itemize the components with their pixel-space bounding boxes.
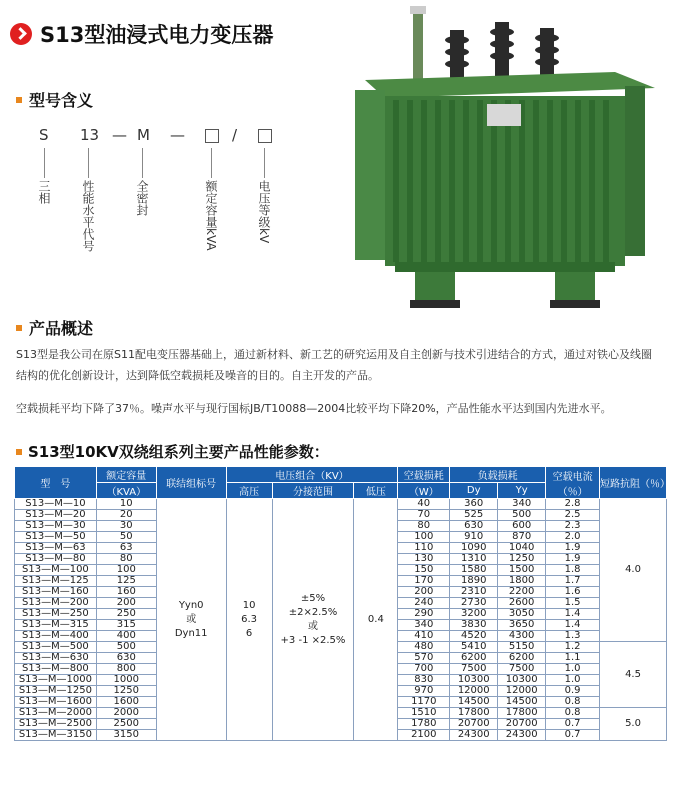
- cell-model: S13—M—50: [15, 532, 97, 543]
- bullet-icon: [16, 97, 22, 103]
- cell-load-yy: 2200: [498, 587, 546, 598]
- cell-load-dy: 525: [450, 510, 498, 521]
- cell-load-yy: 4300: [498, 631, 546, 642]
- cell-load-dy: 20700: [450, 719, 498, 730]
- cell-noload: 130: [398, 554, 450, 565]
- table-row: [15, 499, 667, 510]
- cell-load-dy: 24300: [450, 730, 498, 741]
- cell-current: 0.7: [546, 719, 600, 730]
- bullet-icon: [16, 449, 22, 455]
- header-yy: Yy: [498, 483, 546, 499]
- cell-capacity: 50: [96, 532, 156, 543]
- cell-load-dy: 1310: [450, 554, 498, 565]
- code-box-voltage: [258, 129, 272, 147]
- cell-load-dy: 7500: [450, 664, 498, 675]
- cell-load-yy: 2600: [498, 598, 546, 609]
- cell-noload: 240: [398, 598, 450, 609]
- cell-load-dy: 630: [450, 521, 498, 532]
- cell-model: S13—M—160: [15, 587, 97, 598]
- code-dash: —: [170, 126, 185, 144]
- cell-noload: 40: [398, 499, 450, 510]
- cell-current: 1.4: [546, 609, 600, 620]
- chevron-right-icon: [10, 23, 32, 45]
- cell-model: S13—M—30: [15, 521, 97, 532]
- cell-noload: 110: [398, 543, 450, 554]
- cell-load-dy: 910: [450, 532, 498, 543]
- code-label-phase: 三相: [37, 180, 51, 204]
- cell-model: S13—M—125: [15, 576, 97, 587]
- section-model-meaning: 型号含义: [16, 88, 93, 111]
- cell-impedance: 4.0: [600, 499, 667, 642]
- cell-capacity: 100: [96, 565, 156, 576]
- code-connector: [44, 148, 45, 178]
- cell-model: S13—M—315: [15, 620, 97, 631]
- cell-current: 0.8: [546, 697, 600, 708]
- code-label-sealed: 全密封: [135, 180, 149, 216]
- cell-capacity: 2000: [96, 708, 156, 719]
- section-overview: 产品概述: [16, 316, 93, 339]
- cell-load-yy: 5150: [498, 642, 546, 653]
- cell-model: S13—M—2500: [15, 719, 97, 730]
- cell-current: 1.0: [546, 664, 600, 675]
- cell-noload: 170: [398, 576, 450, 587]
- cell-model: S13—M—1600: [15, 697, 97, 708]
- cell-load-dy: 12000: [450, 686, 498, 697]
- cell-current: 1.1: [546, 653, 600, 664]
- cell-model: S13—M—1250: [15, 686, 97, 697]
- code-part-m: M: [137, 126, 150, 144]
- cell-model: S13—M—800: [15, 664, 97, 675]
- cell-load-dy: 6200: [450, 653, 498, 664]
- cell-hv: 10 6.3 6: [226, 499, 272, 741]
- code-connector: [142, 148, 143, 178]
- cell-load-dy: 10300: [450, 675, 498, 686]
- cell-load-dy: 360: [450, 499, 498, 510]
- cell-model: S13—M—2000: [15, 708, 97, 719]
- cell-capacity: 1600: [96, 697, 156, 708]
- cell-noload: 340: [398, 620, 450, 631]
- cell-load-yy: 1250: [498, 554, 546, 565]
- header-capacity-unit: （KVA）: [96, 483, 156, 499]
- cell-noload: 570: [398, 653, 450, 664]
- header-impedance: 短路抗阻（％）: [600, 467, 667, 499]
- cell-noload: 80: [398, 521, 450, 532]
- cell-capacity: 250: [96, 609, 156, 620]
- cell-load-yy: 12000: [498, 686, 546, 697]
- code-dash: —: [112, 126, 127, 144]
- cell-noload: 480: [398, 642, 450, 653]
- transformer-image: [355, 0, 665, 320]
- cell-noload: 700: [398, 664, 450, 675]
- cell-current: 0.7: [546, 730, 600, 741]
- cell-current: 0.8: [546, 708, 600, 719]
- page-title: S13型油浸式电力变压器: [40, 23, 274, 47]
- header-capacity: 额定容量: [96, 467, 156, 483]
- code-part-s: S: [39, 126, 49, 144]
- cell-load-yy: 1800: [498, 576, 546, 587]
- cell-load-dy: 3200: [450, 609, 498, 620]
- cell-capacity: 10: [96, 499, 156, 510]
- cell-load-yy: 1040: [498, 543, 546, 554]
- code-connector: [88, 148, 89, 178]
- cell-load-yy: 10300: [498, 675, 546, 686]
- cell-capacity: 63: [96, 543, 156, 554]
- code-slash: /: [232, 126, 238, 144]
- header-lv: 低压: [354, 483, 398, 499]
- cell-noload: 200: [398, 587, 450, 598]
- cell-current: 1.5: [546, 598, 600, 609]
- code-part-13: 13: [80, 126, 100, 144]
- cell-noload: 1510: [398, 708, 450, 719]
- cell-model: S13—M—80: [15, 554, 97, 565]
- cell-load-yy: 500: [498, 510, 546, 521]
- cell-capacity: 800: [96, 664, 156, 675]
- cell-current: 1.9: [546, 543, 600, 554]
- cell-load-yy: 20700: [498, 719, 546, 730]
- code-box-capacity: [205, 129, 219, 147]
- header-dy: Dy: [450, 483, 498, 499]
- cell-current: 1.8: [546, 565, 600, 576]
- cell-load-dy: 1090: [450, 543, 498, 554]
- cell-load-yy: 340: [498, 499, 546, 510]
- cell-current: 2.3: [546, 521, 600, 532]
- code-connector: [264, 148, 265, 178]
- cell-load-yy: 870: [498, 532, 546, 543]
- cell-load-yy: 17800: [498, 708, 546, 719]
- cell-impedance: 4.5: [600, 642, 667, 708]
- cell-capacity: 30: [96, 521, 156, 532]
- cell-capacity: 630: [96, 653, 156, 664]
- cell-model: S13—M—100: [15, 565, 97, 576]
- table-title: S13型10KV双绕组系列主要产品性能参数：: [16, 441, 329, 462]
- cell-load-dy: 2310: [450, 587, 498, 598]
- cell-current: 1.3: [546, 631, 600, 642]
- cell-noload: 410: [398, 631, 450, 642]
- code-label-performance: 性能水平代号: [81, 180, 95, 252]
- header-current: 空载电流（％）: [546, 467, 600, 499]
- cell-capacity: 500: [96, 642, 156, 653]
- cell-current: 1.9: [546, 554, 600, 565]
- cell-current: 1.4: [546, 620, 600, 631]
- cell-model: S13—M—3150: [15, 730, 97, 741]
- cell-load-yy: 6200: [498, 653, 546, 664]
- cell-capacity: 160: [96, 587, 156, 598]
- cell-load-dy: 5410: [450, 642, 498, 653]
- cell-capacity: 20: [96, 510, 156, 521]
- cell-noload: 1780: [398, 719, 450, 730]
- cell-model: S13—M—250: [15, 609, 97, 620]
- cell-capacity: 200: [96, 598, 156, 609]
- cell-model: S13—M—20: [15, 510, 97, 521]
- cell-current: 1.2: [546, 642, 600, 653]
- cell-current: 2.8: [546, 499, 600, 510]
- cell-load-yy: 3650: [498, 620, 546, 631]
- cell-capacity: 1000: [96, 675, 156, 686]
- cell-impedance: 5.0: [600, 708, 667, 741]
- overview-paragraph-1: S13型是我公司在原S11配电变压器基础上，通过新材料、新工艺的研究运用及自主创新与技术引进结合的方式，通过对铁心及线圈结构的优化创新设计，达到降低空载损耗及噪音的目的。自主开发的产品。: [16, 348, 652, 382]
- cell-model: S13—M—10: [15, 499, 97, 510]
- cell-noload: 290: [398, 609, 450, 620]
- cell-load-dy: 2730: [450, 598, 498, 609]
- cell-current: 1.0: [546, 675, 600, 686]
- cell-capacity: 3150: [96, 730, 156, 741]
- cell-load-dy: 1580: [450, 565, 498, 576]
- cell-load-dy: 3830: [450, 620, 498, 631]
- page-header: [10, 20, 273, 48]
- cell-load-dy: 1890: [450, 576, 498, 587]
- cell-model: S13—M—500: [15, 642, 97, 653]
- cell-capacity: 125: [96, 576, 156, 587]
- cell-load-dy: 17800: [450, 708, 498, 719]
- header-group: 联结组标号: [156, 467, 226, 499]
- bullet-icon: [16, 325, 22, 331]
- cell-model: S13—M—1000: [15, 675, 97, 686]
- cell-capacity: 2500: [96, 719, 156, 730]
- cell-model: S13—M—63: [15, 543, 97, 554]
- cell-current: 0.9: [546, 686, 600, 697]
- cell-noload: 2100: [398, 730, 450, 741]
- cell-noload: 70: [398, 510, 450, 521]
- header-load: 负载损耗: [450, 467, 546, 483]
- cell-capacity: 1250: [96, 686, 156, 697]
- cell-lv: 0.4: [354, 499, 398, 741]
- cell-load-dy: 4520: [450, 631, 498, 642]
- cell-group: Yyn0 或 Dyn11: [156, 499, 226, 741]
- header-model: 型 号: [15, 467, 97, 499]
- cell-capacity: 400: [96, 631, 156, 642]
- code-connector: [211, 148, 212, 178]
- cell-load-dy: 14500: [450, 697, 498, 708]
- cell-current: 2.5: [546, 510, 600, 521]
- overview-paragraph-2: 空载损耗平均下降了37％。噪声水平与现行国标JB/T10088—2004比较平均下降20%，产品性能水平达到国内先进水平。: [16, 402, 612, 415]
- cell-capacity: 80: [96, 554, 156, 565]
- cell-noload: 100: [398, 532, 450, 543]
- cell-tap: ±5% ±2×2.5% 或 +3 -1 ×2.5%: [272, 499, 354, 741]
- cell-noload: 970: [398, 686, 450, 697]
- cell-noload: 1170: [398, 697, 450, 708]
- header-tap: 分接范围: [272, 483, 354, 499]
- header-noload-unit: （W）: [398, 483, 450, 499]
- cell-load-yy: 3050: [498, 609, 546, 620]
- code-label-capacity: 额定容量kVA: [204, 180, 218, 251]
- cell-noload: 150: [398, 565, 450, 576]
- header-hv: 高压: [226, 483, 272, 499]
- cell-current: 2.0: [546, 532, 600, 543]
- cell-model: S13—M—630: [15, 653, 97, 664]
- code-label-voltage: 电压等级kV: [257, 180, 271, 244]
- cell-load-yy: 600: [498, 521, 546, 532]
- cell-load-yy: 7500: [498, 664, 546, 675]
- cell-load-yy: 1500: [498, 565, 546, 576]
- cell-noload: 830: [398, 675, 450, 686]
- cell-load-yy: 14500: [498, 697, 546, 708]
- cell-current: 1.6: [546, 587, 600, 598]
- header-voltage: 电压组合（KV）: [226, 467, 398, 483]
- cell-capacity: 315: [96, 620, 156, 631]
- cell-current: 1.7: [546, 576, 600, 587]
- cell-model: S13—M—400: [15, 631, 97, 642]
- cell-model: S13—M—200: [15, 598, 97, 609]
- cell-load-yy: 24300: [498, 730, 546, 741]
- specs-table: [14, 466, 671, 741]
- header-noload: 空载损耗: [398, 467, 450, 483]
